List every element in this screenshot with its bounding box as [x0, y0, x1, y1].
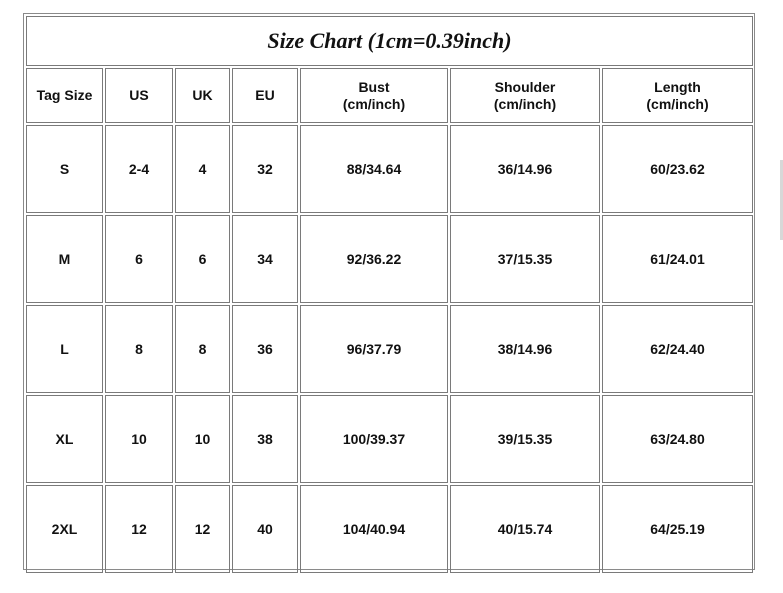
- table-row: [26, 395, 753, 483]
- cell-bust: 88/34.64: [300, 125, 448, 213]
- size-chart-table: [24, 14, 755, 575]
- cell-shoulder: 39/15.35: [450, 395, 600, 483]
- cell-uk: 8: [175, 305, 230, 393]
- cell-eu: 34: [232, 215, 298, 303]
- cell-shoulder: 38/14.96: [450, 305, 600, 393]
- cell-eu: 38: [232, 395, 298, 483]
- cell-length: 61/24.01: [602, 215, 753, 303]
- cell-length: 60/23.62: [602, 125, 753, 213]
- cell-tag-size: 2XL: [26, 485, 103, 573]
- cell-length: 62/24.40: [602, 305, 753, 393]
- column-header-bust: Bust (cm/inch): [300, 68, 448, 123]
- cell-shoulder: 36/14.96: [450, 125, 600, 213]
- cell-uk: 12: [175, 485, 230, 573]
- cell-us: 8: [105, 305, 173, 393]
- table-row: [26, 485, 753, 573]
- chart-title: Size Chart (1cm=0.39inch): [26, 16, 753, 66]
- title-row: [26, 16, 753, 66]
- cell-eu: 32: [232, 125, 298, 213]
- cell-tag-size: L: [26, 305, 103, 393]
- cell-length: 63/24.80: [602, 395, 753, 483]
- cell-tag-size: S: [26, 125, 103, 213]
- cell-uk: 10: [175, 395, 230, 483]
- cell-bust: 104/40.94: [300, 485, 448, 573]
- table-row: [26, 125, 753, 213]
- table-row: [26, 305, 753, 393]
- cell-tag-size: XL: [26, 395, 103, 483]
- cell-us: 2-4: [105, 125, 173, 213]
- cell-eu: 40: [232, 485, 298, 573]
- cell-bust: 100/39.37: [300, 395, 448, 483]
- cell-uk: 6: [175, 215, 230, 303]
- cell-bust: 92/36.22: [300, 215, 448, 303]
- table-row: [26, 215, 753, 303]
- cell-eu: 36: [232, 305, 298, 393]
- column-header-shoulder: Shoulder (cm/inch): [450, 68, 600, 123]
- header-row: [26, 68, 753, 123]
- column-header-length: Length (cm/inch): [602, 68, 753, 123]
- cell-shoulder: 40/15.74: [450, 485, 600, 573]
- cell-us: 6: [105, 215, 173, 303]
- cell-tag-size: M: [26, 215, 103, 303]
- column-header-eu: EU: [232, 68, 298, 123]
- cell-us: 12: [105, 485, 173, 573]
- column-header-us: US: [105, 68, 173, 123]
- cell-bust: 96/37.79: [300, 305, 448, 393]
- column-header-tag-size: Tag Size: [26, 68, 103, 123]
- cell-uk: 4: [175, 125, 230, 213]
- cell-us: 10: [105, 395, 173, 483]
- column-header-uk: UK: [175, 68, 230, 123]
- cell-shoulder: 37/15.35: [450, 215, 600, 303]
- cell-length: 64/25.19: [602, 485, 753, 573]
